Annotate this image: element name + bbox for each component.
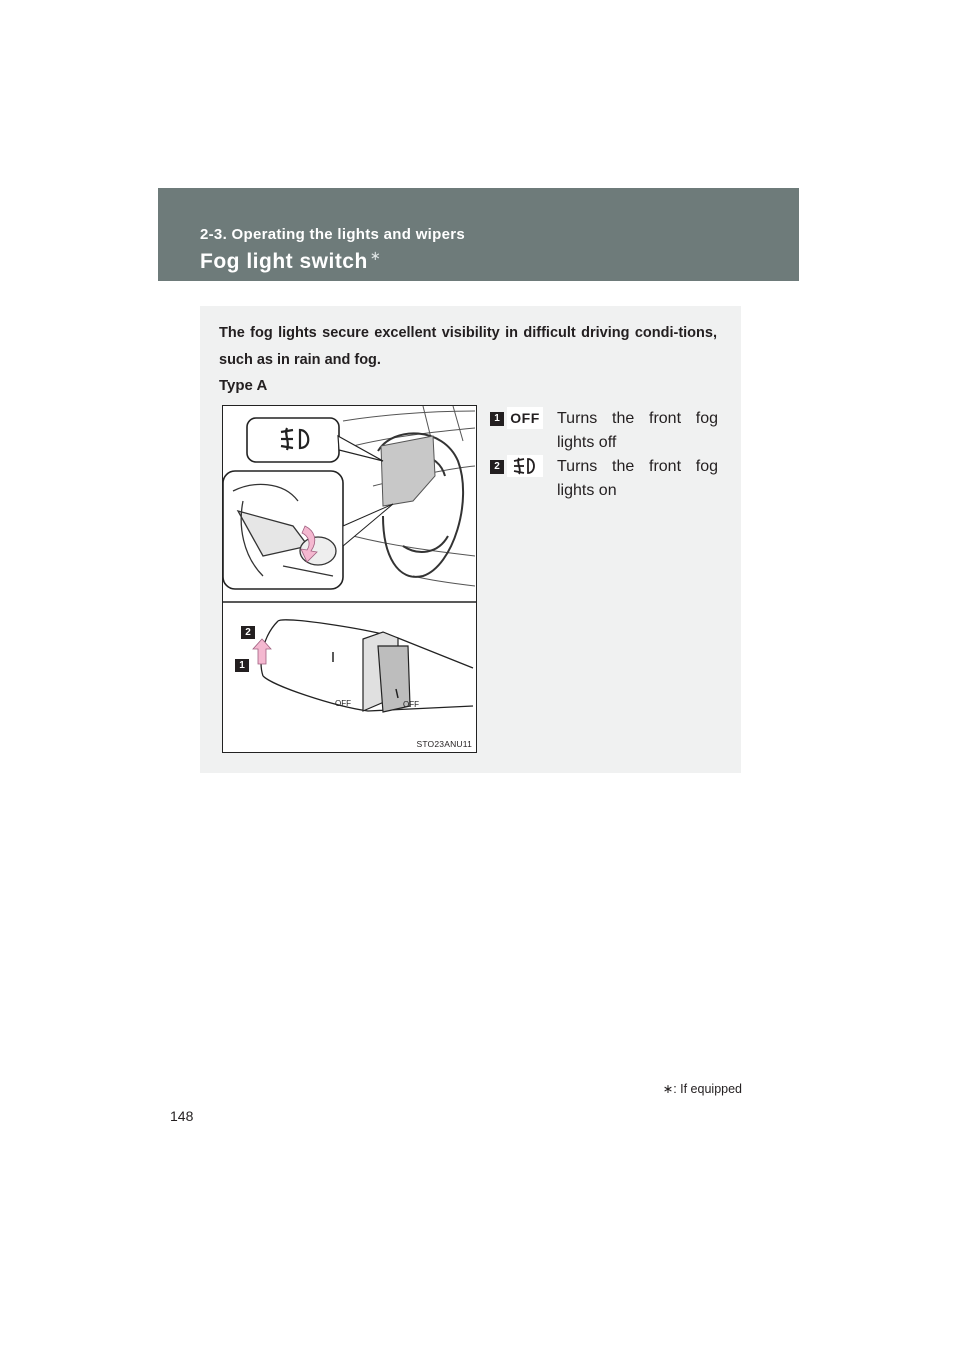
- svg-text:OFF: OFF: [335, 699, 351, 708]
- off-label: OFF: [507, 407, 543, 429]
- step-description: Turns the front fog lights on: [557, 458, 718, 499]
- illustration-drawing: [223, 406, 476, 752]
- step-number: 1: [490, 412, 504, 426]
- section-header: [158, 188, 799, 281]
- footnote: ∗: If equipped: [662, 1082, 742, 1096]
- page-number: 148: [170, 1108, 194, 1124]
- figure-id: STO23ANU11: [416, 739, 472, 749]
- page-title-text: Fog light switch: [200, 250, 368, 273]
- figure-callout-1: 1: [235, 659, 249, 672]
- figure-callout-2: 2: [241, 626, 255, 639]
- page-title: [200, 248, 381, 274]
- fog-switch-illustration: [222, 405, 477, 753]
- step-number: 2: [490, 460, 504, 474]
- content-panel: [200, 306, 741, 773]
- svg-text:OFF: OFF: [403, 700, 419, 709]
- type-label: Type A: [219, 377, 268, 394]
- if-equipped-mark: ∗: [369, 248, 382, 263]
- intro-paragraph: The fog lights secure excellent visibility in difficult driving condi-tions, such as in rain and fog.: [219, 325, 717, 368]
- fog-light-icon: [507, 455, 543, 477]
- step-description: Turns the front fog lights off: [557, 410, 718, 451]
- section-label: 2-3. Operating the lights and wipers: [200, 226, 466, 243]
